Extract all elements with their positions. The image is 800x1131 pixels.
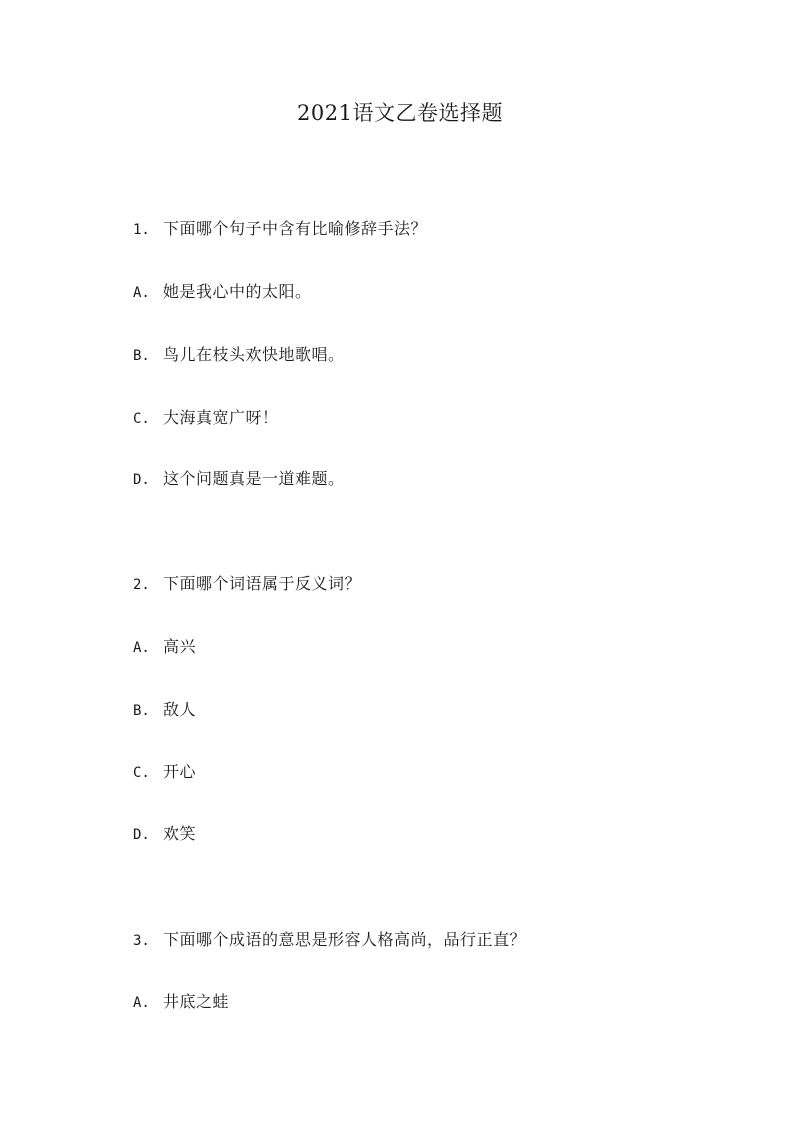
question-2	[133, 572, 361, 597]
question-3	[133, 928, 526, 953]
option-text: 鸟儿在枝头欢快地歌唱。	[163, 345, 345, 364]
option-text: 高兴	[163, 637, 197, 656]
option-label: C.	[133, 765, 150, 781]
option-text: 这个问题真是一道难题。	[163, 469, 345, 488]
option-text: 她是我心中的太阳。	[163, 282, 312, 301]
q1-option-b	[133, 343, 345, 368]
q2-option-b	[133, 698, 196, 723]
option-text: 大海真宽广呀！	[163, 408, 279, 427]
question-number: 1.	[133, 222, 150, 238]
question-number: 2.	[133, 577, 150, 593]
option-label: A.	[133, 995, 150, 1011]
option-label: D.	[133, 472, 150, 488]
question-text: 下面哪个句子中含有比喻修辞手法？	[163, 219, 428, 238]
q2-option-c	[133, 760, 196, 785]
option-label: B.	[133, 703, 150, 719]
q1-option-a	[133, 280, 312, 305]
question-1	[133, 217, 427, 242]
option-label: A.	[133, 285, 150, 301]
option-text: 敌人	[163, 700, 197, 719]
question-number: 3.	[133, 933, 150, 949]
q1-option-d	[133, 467, 345, 492]
option-label: D.	[133, 827, 150, 843]
option-text: 井底之蛙	[163, 992, 230, 1011]
q2-option-a	[133, 635, 196, 660]
q1-option-c	[133, 406, 279, 431]
question-text: 下面哪个词语属于反义词？	[163, 574, 362, 593]
option-text: 欢笑	[163, 824, 197, 843]
option-label: A.	[133, 640, 150, 656]
q3-option-a	[133, 990, 229, 1015]
question-text: 下面哪个成语的意思是形容人格高尚，品行正直？	[163, 930, 527, 949]
option-label: C.	[133, 411, 150, 427]
option-label: B.	[133, 348, 150, 364]
q2-option-d	[133, 822, 196, 847]
page-title: 2021语文乙卷选择题	[297, 101, 503, 125]
option-text: 开心	[163, 762, 197, 781]
